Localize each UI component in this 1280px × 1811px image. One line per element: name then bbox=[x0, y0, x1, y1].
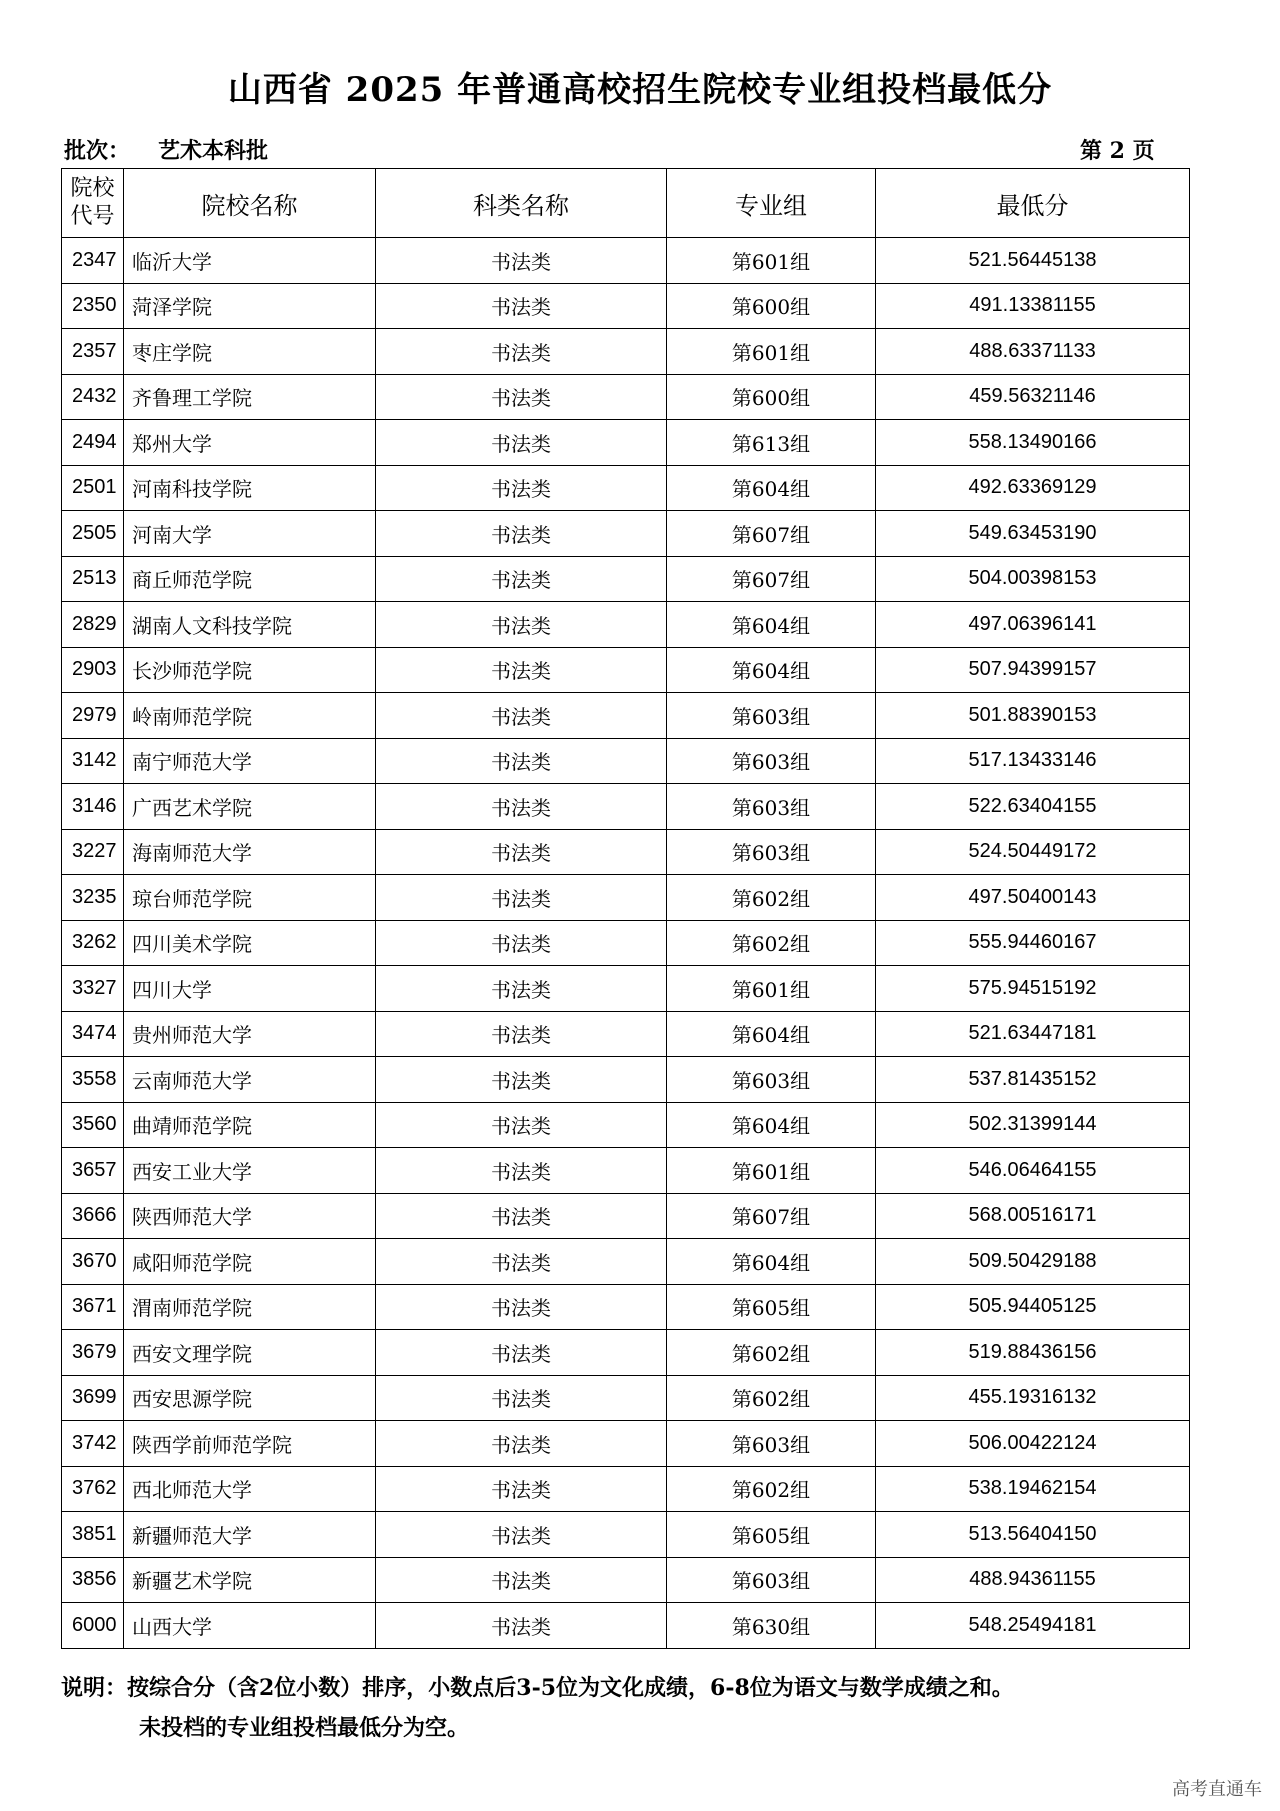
table-row bbox=[62, 1057, 1190, 1103]
table-row bbox=[62, 602, 1190, 648]
table-row bbox=[62, 784, 1190, 830]
cell-category: 书法类 bbox=[376, 329, 667, 375]
table-row bbox=[62, 920, 1190, 966]
page-number: 第 2 页 bbox=[1080, 138, 1155, 164]
cell-code: 2513 bbox=[62, 556, 124, 602]
cell-score: 519.88436156 bbox=[876, 1330, 1190, 1376]
table-row bbox=[62, 329, 1190, 375]
cell-category: 书法类 bbox=[376, 511, 667, 557]
cell-score: 455.19316132 bbox=[876, 1375, 1190, 1421]
cell-name: 河南大学 bbox=[124, 511, 376, 557]
cell-code: 3670 bbox=[62, 1239, 124, 1285]
cell-name: 渭南师范学院 bbox=[124, 1284, 376, 1330]
table-row bbox=[62, 1557, 1190, 1603]
cell-category: 书法类 bbox=[376, 1330, 667, 1376]
table-row bbox=[62, 1603, 1190, 1649]
cell-category: 书法类 bbox=[376, 920, 667, 966]
table-row bbox=[62, 1284, 1190, 1330]
cell-name: 咸阳师范学院 bbox=[124, 1239, 376, 1285]
footnote bbox=[61, 1668, 1014, 1748]
cell-code: 3474 bbox=[62, 1011, 124, 1057]
cell-category: 书法类 bbox=[376, 374, 667, 420]
table-row bbox=[62, 875, 1190, 921]
cell-code: 3262 bbox=[62, 920, 124, 966]
cell-score: 501.88390153 bbox=[876, 693, 1190, 739]
cell-category: 书法类 bbox=[376, 1466, 667, 1512]
batch-value: 艺术本科批 bbox=[158, 138, 269, 164]
score-table bbox=[61, 168, 1190, 1649]
cell-score: 558.13490166 bbox=[876, 420, 1190, 466]
cell-name: 曲靖师范学院 bbox=[124, 1102, 376, 1148]
cell-score: 491.13381155 bbox=[876, 283, 1190, 329]
cell-group: 第604组 bbox=[667, 602, 876, 648]
batch-info bbox=[64, 134, 268, 165]
table-row bbox=[62, 420, 1190, 466]
cell-category: 书法类 bbox=[376, 1011, 667, 1057]
page-title: 山西省 2025 年普通高校招生院校专业组投档最低分 bbox=[227, 70, 1053, 110]
cell-group: 第601组 bbox=[667, 1148, 876, 1194]
cell-category: 书法类 bbox=[376, 738, 667, 784]
cell-name: 四川大学 bbox=[124, 966, 376, 1012]
cell-name: 临沂大学 bbox=[124, 238, 376, 284]
cell-group: 第601组 bbox=[667, 329, 876, 375]
table-row bbox=[62, 693, 1190, 739]
cell-score: 521.56445138 bbox=[876, 238, 1190, 284]
cell-code: 2501 bbox=[62, 465, 124, 511]
cell-category: 书法类 bbox=[376, 1375, 667, 1421]
cell-name: 新疆师范大学 bbox=[124, 1512, 376, 1558]
cell-code: 2432 bbox=[62, 374, 124, 420]
cell-category: 书法类 bbox=[376, 1284, 667, 1330]
cell-score: 459.56321146 bbox=[876, 374, 1190, 420]
table-row bbox=[62, 738, 1190, 784]
cell-code: 3142 bbox=[62, 738, 124, 784]
cell-score: 549.63453190 bbox=[876, 511, 1190, 557]
cell-name: 齐鲁理工学院 bbox=[124, 374, 376, 420]
table-row bbox=[62, 465, 1190, 511]
header-code bbox=[62, 169, 124, 238]
cell-group: 第600组 bbox=[667, 374, 876, 420]
table-row bbox=[62, 1148, 1190, 1194]
cell-category: 书法类 bbox=[376, 1057, 667, 1103]
cell-group: 第601组 bbox=[667, 966, 876, 1012]
cell-score: 555.94460167 bbox=[876, 920, 1190, 966]
cell-name: 陕西学前师范学院 bbox=[124, 1421, 376, 1467]
cell-group: 第607组 bbox=[667, 511, 876, 557]
cell-name: 山西大学 bbox=[124, 1603, 376, 1649]
cell-name: 商丘师范学院 bbox=[124, 556, 376, 602]
cell-name: 岭南师范学院 bbox=[124, 693, 376, 739]
header-code-line2: 代号 bbox=[70, 204, 115, 229]
table-row bbox=[62, 1375, 1190, 1421]
cell-name: 四川美术学院 bbox=[124, 920, 376, 966]
cell-code: 2347 bbox=[62, 238, 124, 284]
table-row bbox=[62, 374, 1190, 420]
cell-code: 6000 bbox=[62, 1603, 124, 1649]
table-row bbox=[62, 1193, 1190, 1239]
table-row bbox=[62, 1421, 1190, 1467]
cell-score: 502.31399144 bbox=[876, 1102, 1190, 1148]
cell-score: 497.50400143 bbox=[876, 875, 1190, 921]
cell-code: 3762 bbox=[62, 1466, 124, 1512]
cell-name: 湖南人文科技学院 bbox=[124, 602, 376, 648]
cell-group: 第604组 bbox=[667, 465, 876, 511]
cell-category: 书法类 bbox=[376, 1193, 667, 1239]
cell-code: 3146 bbox=[62, 784, 124, 830]
cell-name: 贵州师范大学 bbox=[124, 1011, 376, 1057]
cell-category: 书法类 bbox=[376, 602, 667, 648]
header-category: 科类名称 bbox=[376, 169, 667, 238]
cell-category: 书法类 bbox=[376, 556, 667, 602]
cell-group: 第603组 bbox=[667, 693, 876, 739]
cell-score: 538.19462154 bbox=[876, 1466, 1190, 1512]
cell-group: 第603组 bbox=[667, 738, 876, 784]
cell-category: 书法类 bbox=[376, 875, 667, 921]
cell-group: 第605组 bbox=[667, 1284, 876, 1330]
cell-code: 3327 bbox=[62, 966, 124, 1012]
cell-name: 广西艺术学院 bbox=[124, 784, 376, 830]
table-row bbox=[62, 556, 1190, 602]
cell-score: 548.25494181 bbox=[876, 1603, 1190, 1649]
cell-category: 书法类 bbox=[376, 1512, 667, 1558]
cell-score: 488.63371133 bbox=[876, 329, 1190, 375]
cell-name: 长沙师范学院 bbox=[124, 647, 376, 693]
cell-code: 3679 bbox=[62, 1330, 124, 1376]
cell-score: 504.00398153 bbox=[876, 556, 1190, 602]
cell-category: 书法类 bbox=[376, 1148, 667, 1194]
table-row bbox=[62, 1102, 1190, 1148]
cell-code: 3235 bbox=[62, 875, 124, 921]
cell-code: 3227 bbox=[62, 829, 124, 875]
cell-name: 南宁师范大学 bbox=[124, 738, 376, 784]
cell-name: 菏泽学院 bbox=[124, 283, 376, 329]
cell-score: 497.06396141 bbox=[876, 602, 1190, 648]
table-row bbox=[62, 1466, 1190, 1512]
cell-name: 枣庄学院 bbox=[124, 329, 376, 375]
table-row bbox=[62, 1330, 1190, 1376]
cell-group: 第604组 bbox=[667, 1102, 876, 1148]
cell-score: 522.63404155 bbox=[876, 784, 1190, 830]
cell-category: 书法类 bbox=[376, 238, 667, 284]
cell-score: 509.50429188 bbox=[876, 1239, 1190, 1285]
cell-code: 3671 bbox=[62, 1284, 124, 1330]
cell-group: 第601组 bbox=[667, 238, 876, 284]
cell-code: 3657 bbox=[62, 1148, 124, 1194]
cell-score: 568.00516171 bbox=[876, 1193, 1190, 1239]
cell-name: 西安思源学院 bbox=[124, 1375, 376, 1421]
cell-code: 2350 bbox=[62, 283, 124, 329]
cell-score: 513.56404150 bbox=[876, 1512, 1190, 1558]
cell-code: 3666 bbox=[62, 1193, 124, 1239]
header-code-line1: 院校 bbox=[70, 176, 115, 201]
cell-category: 书法类 bbox=[376, 1239, 667, 1285]
cell-name: 琼台师范学院 bbox=[124, 875, 376, 921]
watermark-text: 高考直通车 bbox=[1172, 1779, 1262, 1800]
cell-category: 书法类 bbox=[376, 1421, 667, 1467]
cell-name: 新疆艺术学院 bbox=[124, 1557, 376, 1603]
cell-score: 521.63447181 bbox=[876, 1011, 1190, 1057]
cell-category: 书法类 bbox=[376, 465, 667, 511]
cell-group: 第613组 bbox=[667, 420, 876, 466]
cell-code: 3856 bbox=[62, 1557, 124, 1603]
cell-score: 492.63369129 bbox=[876, 465, 1190, 511]
cell-code: 2357 bbox=[62, 329, 124, 375]
cell-group: 第604组 bbox=[667, 647, 876, 693]
cell-group: 第602组 bbox=[667, 920, 876, 966]
cell-category: 书法类 bbox=[376, 784, 667, 830]
batch-label: 批次： bbox=[64, 138, 131, 164]
cell-category: 书法类 bbox=[376, 420, 667, 466]
table-row bbox=[62, 966, 1190, 1012]
header-name: 院校名称 bbox=[124, 169, 376, 238]
cell-code: 2505 bbox=[62, 511, 124, 557]
cell-score: 524.50449172 bbox=[876, 829, 1190, 875]
cell-score: 537.81435152 bbox=[876, 1057, 1190, 1103]
cell-category: 书法类 bbox=[376, 1557, 667, 1603]
cell-score: 505.94405125 bbox=[876, 1284, 1190, 1330]
header-score: 最低分 bbox=[876, 169, 1190, 238]
cell-score: 488.94361155 bbox=[876, 1557, 1190, 1603]
cell-group: 第607组 bbox=[667, 1193, 876, 1239]
cell-group: 第602组 bbox=[667, 875, 876, 921]
cell-code: 3560 bbox=[62, 1102, 124, 1148]
table-row bbox=[62, 1011, 1190, 1057]
cell-name: 郑州大学 bbox=[124, 420, 376, 466]
cell-name: 西安文理学院 bbox=[124, 1330, 376, 1376]
cell-category: 书法类 bbox=[376, 693, 667, 739]
cell-group: 第602组 bbox=[667, 1330, 876, 1376]
cell-category: 书法类 bbox=[376, 1102, 667, 1148]
cell-group: 第600组 bbox=[667, 283, 876, 329]
cell-group: 第604组 bbox=[667, 1011, 876, 1057]
cell-code: 2494 bbox=[62, 420, 124, 466]
cell-category: 书法类 bbox=[376, 647, 667, 693]
cell-score: 507.94399157 bbox=[876, 647, 1190, 693]
cell-group: 第603组 bbox=[667, 1421, 876, 1467]
cell-category: 书法类 bbox=[376, 966, 667, 1012]
cell-name: 西北师范大学 bbox=[124, 1466, 376, 1512]
cell-code: 3742 bbox=[62, 1421, 124, 1467]
table-row bbox=[62, 511, 1190, 557]
cell-group: 第602组 bbox=[667, 1466, 876, 1512]
cell-score: 575.94515192 bbox=[876, 966, 1190, 1012]
cell-code: 3558 bbox=[62, 1057, 124, 1103]
cell-code: 3851 bbox=[62, 1512, 124, 1558]
table-row bbox=[62, 1512, 1190, 1558]
cell-group: 第603组 bbox=[667, 829, 876, 875]
cell-name: 陕西师范大学 bbox=[124, 1193, 376, 1239]
cell-name: 西安工业大学 bbox=[124, 1148, 376, 1194]
cell-score: 506.00422124 bbox=[876, 1421, 1190, 1467]
cell-code: 2979 bbox=[62, 693, 124, 739]
cell-group: 第605组 bbox=[667, 1512, 876, 1558]
table-header-row bbox=[62, 169, 1190, 238]
cell-code: 2829 bbox=[62, 602, 124, 648]
cell-group: 第603组 bbox=[667, 1557, 876, 1603]
table-row bbox=[62, 829, 1190, 875]
cell-score: 517.13433146 bbox=[876, 738, 1190, 784]
cell-category: 书法类 bbox=[376, 283, 667, 329]
cell-group: 第602组 bbox=[667, 1375, 876, 1421]
footnote-line2: 未投档的专业组投档最低分为空。 bbox=[139, 1715, 470, 1741]
cell-group: 第604组 bbox=[667, 1239, 876, 1285]
footnote-line1: 说明：按综合分（含2位小数）排序，小数点后3-5位为文化成绩，6-8位为语文与数学成绩之和。 bbox=[61, 1675, 1014, 1701]
cell-group: 第630组 bbox=[667, 1603, 876, 1649]
cell-group: 第603组 bbox=[667, 784, 876, 830]
table-row bbox=[62, 238, 1190, 284]
cell-group: 第607组 bbox=[667, 556, 876, 602]
cell-category: 书法类 bbox=[376, 1603, 667, 1649]
cell-name: 海南师范大学 bbox=[124, 829, 376, 875]
table-row bbox=[62, 283, 1190, 329]
cell-group: 第603组 bbox=[667, 1057, 876, 1103]
cell-score: 546.06464155 bbox=[876, 1148, 1190, 1194]
cell-code: 3699 bbox=[62, 1375, 124, 1421]
table-row bbox=[62, 647, 1190, 693]
cell-name: 云南师范大学 bbox=[124, 1057, 376, 1103]
cell-category: 书法类 bbox=[376, 829, 667, 875]
header-group: 专业组 bbox=[667, 169, 876, 238]
cell-code: 2903 bbox=[62, 647, 124, 693]
cell-name: 河南科技学院 bbox=[124, 465, 376, 511]
table-row bbox=[62, 1239, 1190, 1285]
